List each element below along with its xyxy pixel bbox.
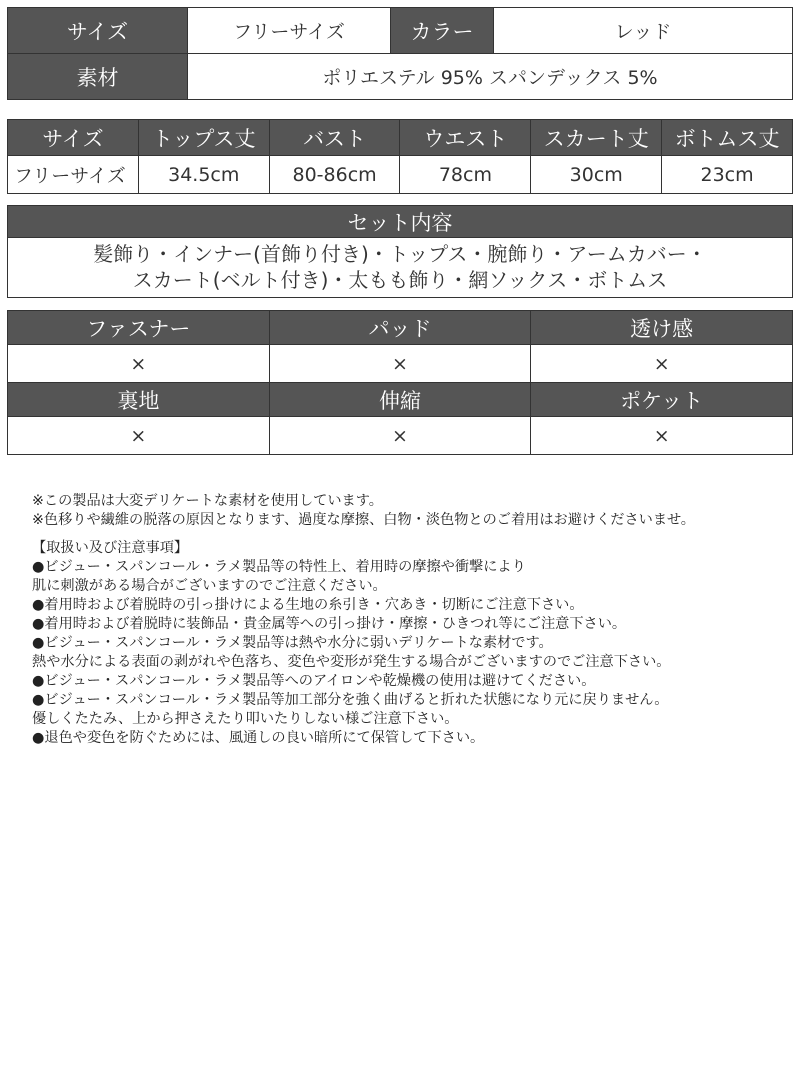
color-value: レッド xyxy=(494,8,793,54)
features-table xyxy=(7,310,793,455)
size-label: サイズ xyxy=(8,8,188,54)
skirt-length-cell: 30cm xyxy=(531,156,662,194)
spec-row-size-color xyxy=(8,8,793,54)
note-line: ●ビジュー・スパンコール・ラメ製品等の特性上、着用時の摩擦や衝撃により xyxy=(32,559,526,575)
note-line: ●ビジュー・スパンコール・ラメ製品等加工部分を強く曲げると折れた状態になり元に戻りません。 xyxy=(32,692,669,708)
zipper-value: × xyxy=(8,345,270,383)
note-line: ●退色や変色を防ぐためには、風通しの良い暗所にて保管して下さい。 xyxy=(32,730,485,746)
pocket-value: × xyxy=(531,417,793,455)
set-contents-table xyxy=(7,205,793,298)
stretch-value: × xyxy=(269,417,531,455)
note-line: ●着用時および着脱時に装飾品・貴金属等への引っ掛け・摩擦・ひきつれ等にご注意下さい。 xyxy=(32,616,627,632)
lining-header: 裏地 xyxy=(8,383,270,417)
note-line: ●ビジュー・スパンコール・ラメ製品等へのアイロンや乾燥機の使用は避けてください。 xyxy=(32,673,596,689)
note-line: 肌に刺激がある場合がございますのでご注意ください。 xyxy=(32,578,387,594)
bust-cell: 80-86cm xyxy=(269,156,400,194)
care-notes-heading: 【取扱い及び注意事項】 xyxy=(32,540,189,556)
size-header: サイズ xyxy=(8,120,139,156)
sheerness-header: 透け感 xyxy=(531,311,793,345)
note-line: ●着用時および着脱時の引っ掛けによる生地の糸引き・穴あき・切断にご注意下さい。 xyxy=(32,597,584,613)
features-header-row-2 xyxy=(8,383,793,417)
pocket-header: ポケット xyxy=(531,383,793,417)
tops-length-header: トップス丈 xyxy=(138,120,269,156)
set-contents-header-row xyxy=(8,206,793,238)
waist-header: ウエスト xyxy=(400,120,531,156)
set-contents-line-2: スカート(ベルト付き)・太もも飾り・網ソックス・ボトムス xyxy=(132,268,668,292)
material-value: ポリエステル 95% スパンデックス 5% xyxy=(188,54,793,100)
set-contents-value-row xyxy=(8,238,793,298)
set-contents-header: セット内容 xyxy=(8,206,793,238)
care-notes xyxy=(32,492,792,748)
note-line: 熱や水分による表面の剥がれや色落ち、変色や変形が発生する場合がございますのでご注意下さい。 xyxy=(32,654,671,670)
bottoms-length-cell: 23cm xyxy=(662,156,793,194)
size-table-header-row xyxy=(8,120,793,156)
spec-row-material xyxy=(8,54,793,100)
features-value-row-1 xyxy=(8,345,793,383)
material-label: 素材 xyxy=(8,54,188,100)
stretch-header: 伸縮 xyxy=(269,383,531,417)
bust-header: バスト xyxy=(269,120,400,156)
pad-value: × xyxy=(269,345,531,383)
set-contents-line-1: 髪飾り・インナー(首飾り付き)・トップス・腕飾り・アームカバー・ xyxy=(93,242,707,266)
note-line: ●ビジュー・スパンコール・ラメ製品等は熱や水分に弱いデリケートな素材です。 xyxy=(32,635,553,651)
features-value-row-2 xyxy=(8,417,793,455)
note-intro-2: ※色移りや繊維の脱落の原因となります、過度な摩擦、白物・淡色物とのご着用はお避けくださいませ。 xyxy=(32,512,695,528)
skirt-length-header: スカート丈 xyxy=(531,120,662,156)
zipper-header: ファスナー xyxy=(8,311,270,345)
spec-table xyxy=(7,7,793,100)
features-header-row-1 xyxy=(8,311,793,345)
bottoms-length-header: ボトムス丈 xyxy=(662,120,793,156)
size-cell: フリーサイズ xyxy=(8,156,139,194)
size-value: フリーサイズ xyxy=(188,8,391,54)
note-line: 優しくたたみ、上から押さえたり叩いたりしない様ご注意下さい。 xyxy=(32,711,459,727)
waist-cell: 78cm xyxy=(400,156,531,194)
tops-length-cell: 34.5cm xyxy=(138,156,269,194)
pad-header: パッド xyxy=(269,311,531,345)
size-table-value-row xyxy=(8,156,793,194)
size-table xyxy=(7,119,793,194)
color-label: カラー xyxy=(391,8,494,54)
set-contents-value xyxy=(8,238,793,298)
sheerness-value: × xyxy=(531,345,793,383)
note-intro-1: ※この製品は大変デリケートな素材を使用しています。 xyxy=(32,493,383,509)
lining-value: × xyxy=(8,417,270,455)
